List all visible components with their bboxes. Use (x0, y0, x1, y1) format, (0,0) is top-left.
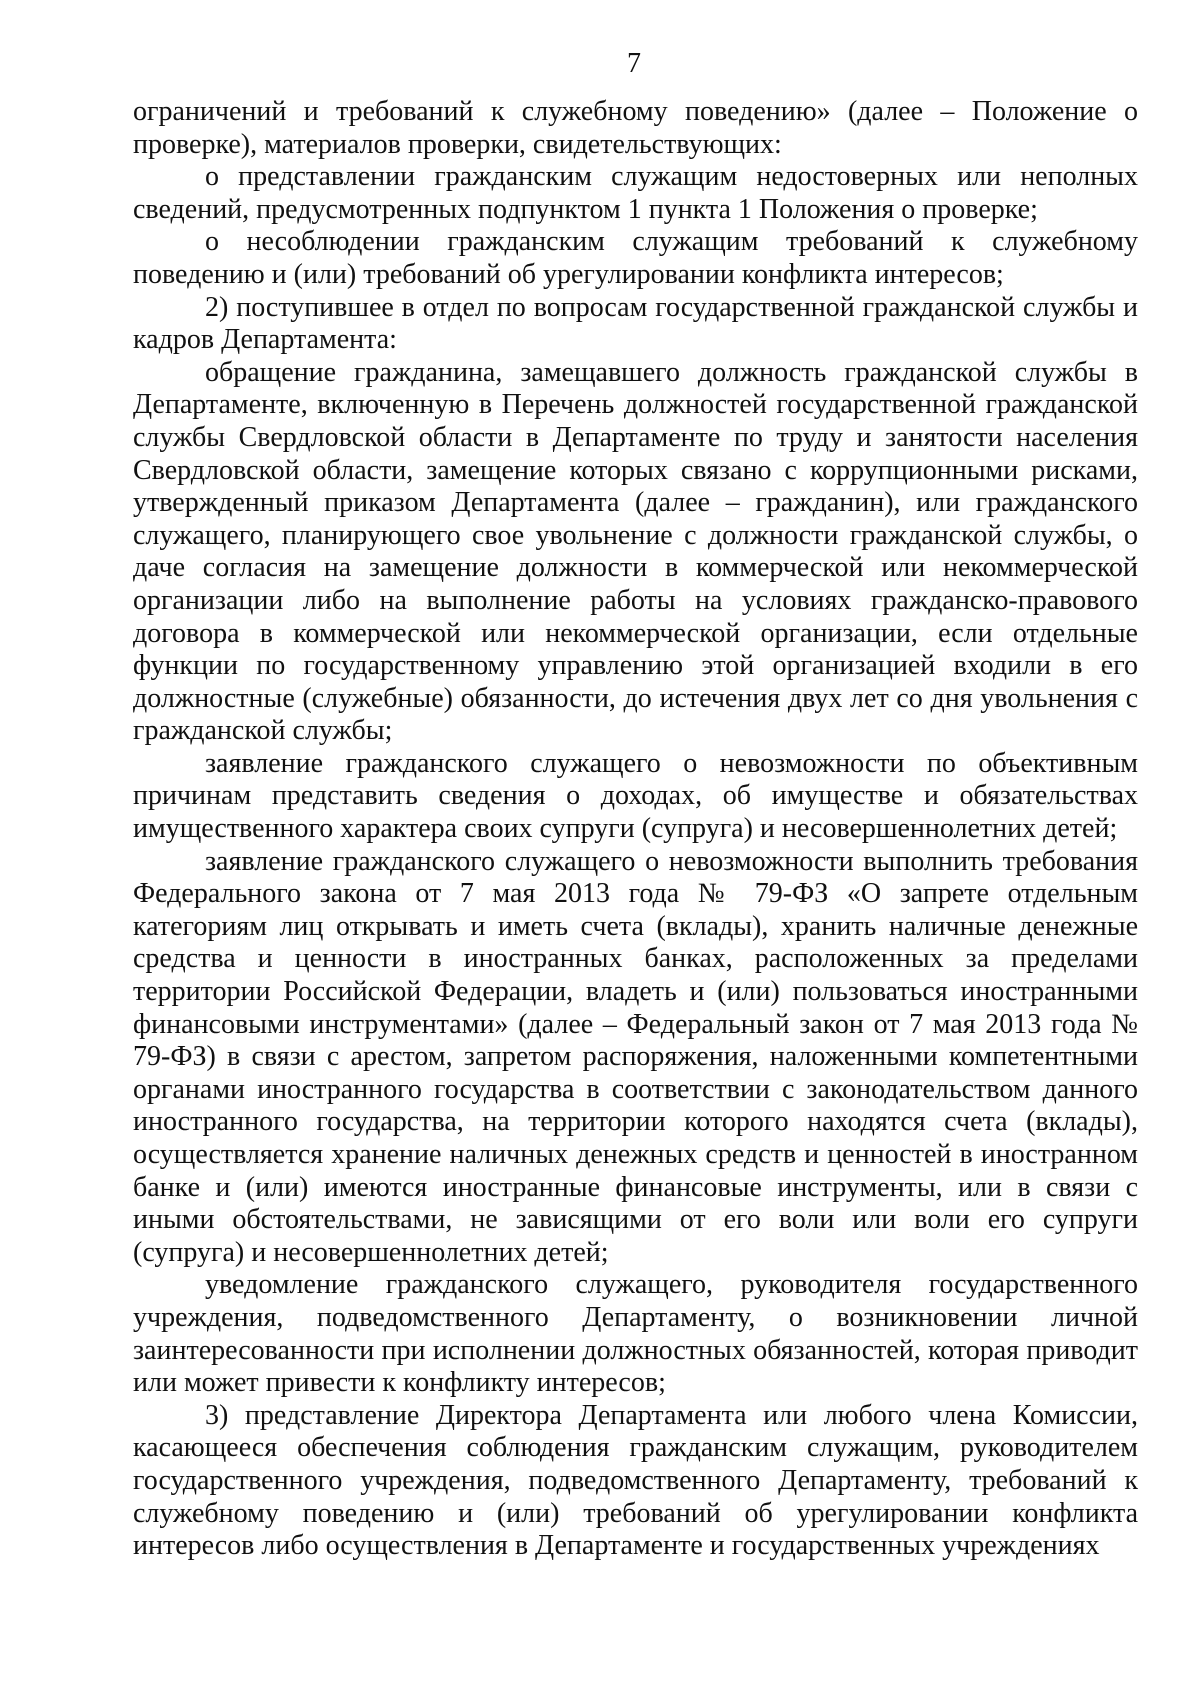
page-number: 7 (627, 48, 641, 79)
paragraph-income-statement: заявление гражданского служащего о невозможности по объективным причинам представить сведения о доходах, об имуществе и обязательствах имущественного характера своих супруги (супруга) и несовершеннолетних детей; (133, 747, 1138, 845)
paragraph-citizen-appeal: обращение гражданина, замещавшего должность гражданской службы в Департаменте, включенную в Перечень должностей государственной гражданской службы Свердловской области в Департаменте по труду и занятости населения Свердловской области, замещение которых связано с коррупционными рисками, утвержденный приказом Департамента (далее – гражданин), или гражданского служащего, планирующего свое увольнение с должности гражданской службы, о даче согласия на замещение должности в коммерческой или некоммерческой организации либо на выполнение работы на условиях гражданско-правового договора в коммерческой или некоммерческой организации, если отдельные функции по государственному управлению этой организацией входили в его должностные (служебные) обязанности, до истечения двух лет со дня увольнения с гражданской службы; (133, 356, 1138, 747)
paragraph-foreign-accounts: заявление гражданского служащего о невозможности выполнить требования Федерального закона от 7 мая 2013 года № 79-ФЗ «О запрете отдельным категориям лиц открывать и иметь счета (вклады), хранить наличные денежные средства и ценности в иностранных банках, расположенных за пределами территории Российской Федерации, владеть и (или) пользоваться иностранными финансовыми инструментами» (далее – Федеральный закон от 7 мая 2013 года № 79-ФЗ) в связи с арестом, запретом распоряжения, наложенными компетентными органами иностранного государства в соответствии с законодательством данного иностранного государства, на территории которого находятся счета (вклады), осуществляется хранение наличных денежных средств и ценностей в иностранном банке и (или) имеются иностранные финансовые инструменты, или в связи с иными обстоятельствами, не зависящими от его воли или воли его супруги (супруга) и несовершеннолетних детей; (133, 845, 1138, 1268)
paragraph-item-2: 2) поступившее в отдел по вопросам государственной гражданской службы и кадров Департамента: (133, 291, 1138, 356)
paragraph-item-3: 3) представление Директора Департамента или любого члена Комиссии, касающееся обеспечения соблюдения гражданским служащим, руководителем государственного учреждения, подведомственного Департаменту, требований к служебному поведению и (или) требований об урегулировании конфликта интересов либо осуществления в Департаменте и государственных учреждениях (133, 1399, 1138, 1562)
paragraph-conflict-notice: уведомление гражданского служащего, руководителя государственного учреждения, подведомственного Департаменту, о возникновении личной заинтересованности при исполнении должностных обязанностей, которая приводит или может привести к конфликту интересов; (133, 1269, 1138, 1399)
paragraph-continuation: ограничений и требований к служебному поведению» (далее – Положение о проверке), материалов проверки, свидетельствующих: (133, 96, 1138, 160)
paragraph-unreliable-info: о представлении гражданским служащим недостоверных или неполных сведений, предусмотренных подпунктом 1 пункта 1 Положения о проверке; (133, 161, 1138, 225)
document-body (133, 96, 1138, 1563)
paragraph-noncompliance: о несоблюдении гражданским служащим требований к служебному поведению и (или) требований об урегулировании конфликта интересов; (133, 226, 1138, 290)
